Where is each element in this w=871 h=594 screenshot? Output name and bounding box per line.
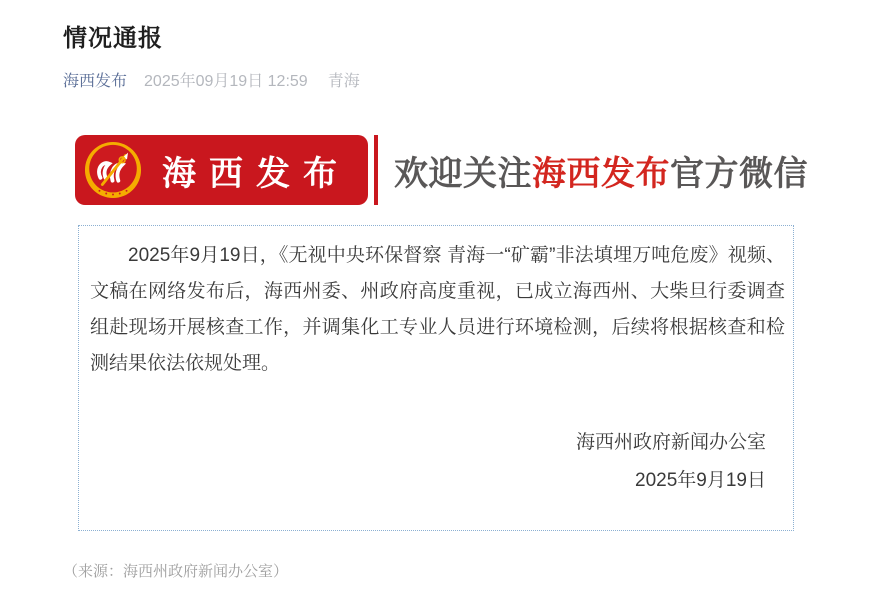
page-title: 情况通报 — [63, 25, 163, 52]
tagline-brand: 海西发布 — [532, 154, 670, 193]
banner-divider — [374, 135, 378, 205]
notice-paragraph: 2025年9月19日，《无视中央环保督察 青海一“矿霸”非法填埋万吨危废》视频、文稿在网络发布后，海西州委、州政府高度重视，已成立海西州、大柴旦行委调查组赴现场开展核查工作，并调集化工专业人员进行环境检测，后续将根据核查和检测结果依法依规处理。 — [90, 245, 785, 374]
haixi-release-badge-icon — [84, 141, 142, 199]
signature-date: 2025年9月19日 — [635, 470, 766, 491]
account-name-link[interactable]: 海西发布 — [63, 73, 128, 90]
brand-banner — [75, 135, 871, 205]
tagline-suffix: 官方微信 — [670, 154, 808, 193]
source-note: （来源：海西州政府新闻办公室） — [63, 563, 289, 580]
signature-block — [79, 424, 793, 500]
brand-banner-card — [75, 135, 368, 205]
tagline-prefix: 欢迎关注 — [394, 154, 532, 193]
notice-box — [78, 225, 794, 531]
brand-name: 海西发布 — [162, 155, 350, 193]
banner-tagline — [394, 146, 808, 195]
publish-datetime: 2025年09月19日 12:59 — [144, 73, 308, 90]
byline — [63, 68, 871, 91]
signature-office: 海西州政府新闻办公室 — [575, 432, 766, 453]
publish-location: 青海 — [327, 73, 360, 90]
